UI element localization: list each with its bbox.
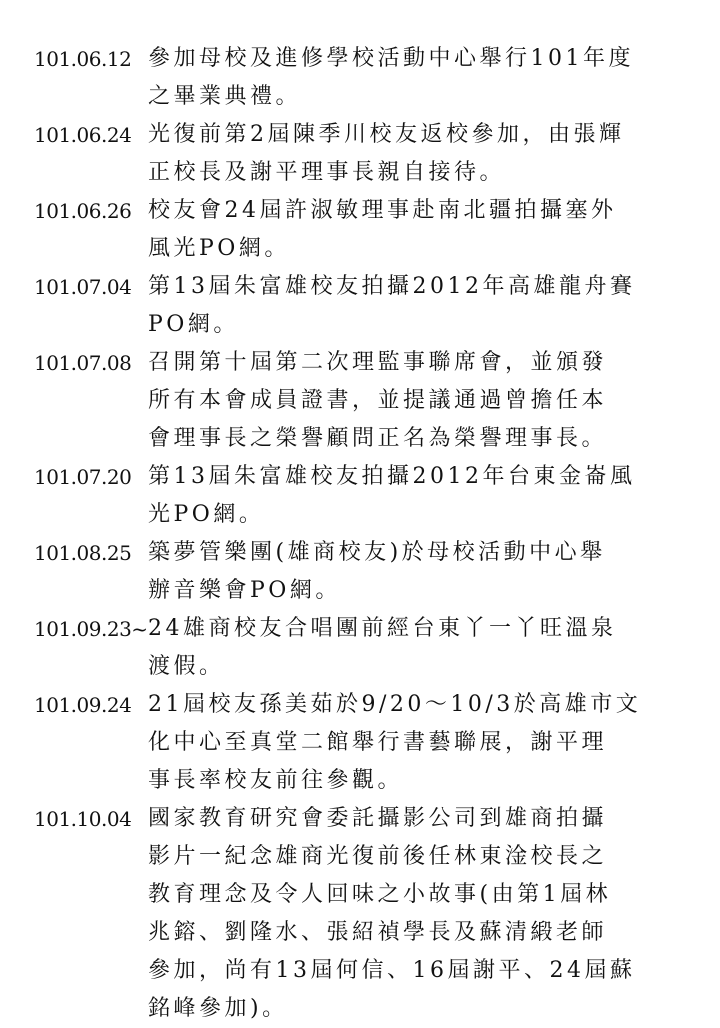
event-entry	[34, 192, 690, 268]
event-description-line: 正校長及謝平理事長親自接待。	[148, 160, 506, 185]
event-description-line: PO網。	[148, 312, 239, 337]
event-description-line: 風光PO網。	[148, 236, 290, 261]
event-entry	[34, 800, 690, 1028]
event-description-line: 渡假。	[148, 654, 225, 679]
event-entry	[34, 686, 690, 800]
event-description-line: 所有本會成員證書，並提議通過曾擔任本	[148, 388, 608, 413]
event-description	[148, 344, 690, 458]
event-description-line: 之畢業典禮。	[148, 84, 302, 109]
event-date: 101.07.20	[34, 465, 132, 489]
event-date: 101.09.23~	[34, 617, 148, 641]
event-date: 101.06.24	[34, 123, 132, 147]
event-description-line: 兆鎔、劉隆水、張紹禎學長及蘇清緞老師	[148, 920, 608, 945]
event-date: 101.09.24	[34, 693, 132, 717]
event-date: 101.06.26	[34, 199, 132, 223]
event-description-line: 國家教育研究會委託攝影公司到雄商拍攝	[148, 806, 608, 831]
event-description-line: 教育理念及令人回味之小故事(由第1屆林	[148, 882, 612, 907]
event-description-line: 參加母校及進修學校活動中心舉行101年度	[148, 46, 634, 71]
event-description	[148, 116, 690, 192]
event-description-line: 會理事長之榮譽顧問正名為榮譽理事長。	[148, 426, 608, 451]
event-date: 101.07.08	[34, 351, 132, 375]
event-description	[148, 800, 690, 1028]
event-description	[148, 192, 690, 268]
event-description-line: 影片一紀念雄商光復前後任林東淦校長之	[148, 844, 608, 869]
event-description	[148, 268, 690, 344]
event-date: 101.10.04	[34, 807, 132, 831]
event-entry	[34, 458, 690, 534]
event-description-line: 24雄商校友合唱團前經台東丫一丫旺溫泉	[148, 616, 617, 641]
event-description-line: 銘峰參加)。	[148, 996, 288, 1021]
event-description	[148, 458, 690, 534]
event-description-line: 化中心至真堂二館舉行書藝聯展，謝平理	[148, 730, 608, 755]
event-description	[148, 686, 690, 800]
event-description-line: 召開第十屆第二次理監事聯席會，並頒發	[148, 350, 608, 375]
event-list	[34, 40, 690, 1028]
event-entry	[34, 116, 690, 192]
event-date: 101.08.25	[34, 541, 132, 565]
event-description	[148, 534, 690, 610]
event-description-line: 築夢管樂團(雄商校友)於母校活動中心舉	[148, 540, 606, 565]
event-entry	[34, 534, 690, 610]
event-entry	[34, 40, 690, 116]
event-description-line: 第13屆朱富雄校友拍攝2012年台東金崙風	[148, 464, 636, 489]
event-description-line: 校友會24屆許淑敏理事赴南北疆拍攝塞外	[148, 198, 617, 223]
event-description-line: 光PO網。	[148, 502, 265, 527]
event-date: 101.06.12	[34, 47, 132, 71]
event-entry	[34, 268, 690, 344]
event-description	[148, 40, 690, 116]
event-description-line: 第13屆朱富雄校友拍攝2012年高雄龍舟賽	[148, 274, 636, 299]
event-description-line: 參加，尚有13屆何信、16屆謝平、24屆蘇	[148, 958, 636, 983]
event-entry	[34, 344, 690, 458]
event-description-line: 事長率校友前往參觀。	[148, 768, 404, 793]
event-date: 101.07.04	[34, 275, 132, 299]
event-description-line: 21屆校友孫美茹於9/20～10/3於高雄市文	[148, 692, 642, 717]
event-description	[148, 610, 690, 686]
event-entry	[34, 610, 690, 686]
event-description-line: 辦音樂會PO網。	[148, 578, 341, 603]
event-description-line: 光復前第2屆陳季川校友返校參加，由張輝	[148, 122, 625, 147]
